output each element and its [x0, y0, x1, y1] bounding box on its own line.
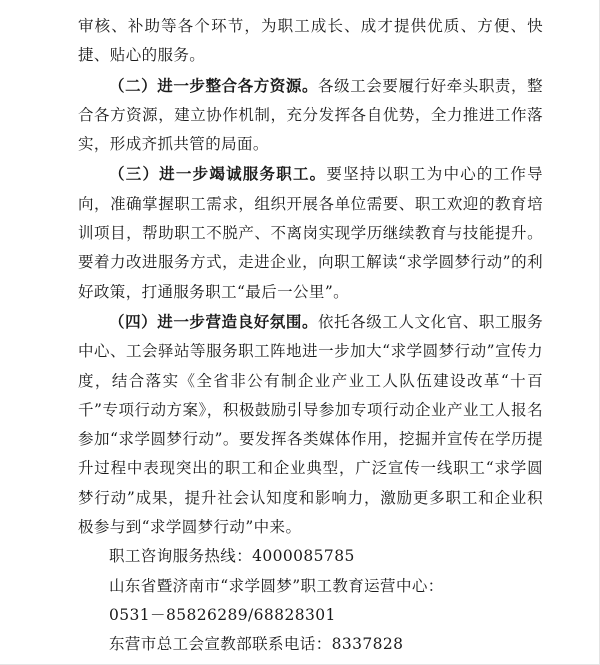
paragraph-continuation: 审核、补助等各个环节，为职工成长、成才提供优质、方便、快捷、贴心的服务。	[78, 17, 543, 65]
contact-info	[78, 542, 543, 659]
paragraph-serve-workers	[78, 159, 543, 306]
paragraph-integrate-resources	[78, 71, 543, 160]
section-heading-3: （三）进一步竭诚服务职工。	[109, 164, 327, 184]
section-heading-2: （二）进一步整合各方资源。	[109, 75, 319, 95]
operation-center-phone: 0531－85826289/68828301	[109, 605, 336, 624]
hotline-line: 职工咨询服务热线：4000085785	[109, 547, 355, 566]
paragraph-create-atmosphere	[78, 307, 543, 542]
section-body-2: 各级工会要履行好牵头职责，整合各方资源，建立协作机制，充分发挥各自优势，全力推进工作落实，形成齐抓共管的局面。	[78, 76, 543, 154]
operation-center-line: 山东省暨济南市“求学圆梦”职工教育运营中心：	[109, 576, 444, 595]
section-body-4: 依托各级工人文化官、职工服务中心、工会驿站等服务职工阵地进一步加大“求学圆梦行动”宣传力度，结合落实《全省非公有制企业产业工人队伍建设改革“十百千”专项行动方案》，积极鼓励引导参加专项行动企业产业工人报名参加“求学圆梦行动”。要发挥各类媒体作用，挖掘并宣传在学历提升过程中表现突出的职工和企业典型，广泛宣传一线职工“求学圆梦行动”成果，提升社会认知度和影响力，激励更多职工和企业积极参与到“求学圆梦行动”中来。	[78, 312, 543, 537]
section-body-3: 要坚持以职工为中心的工作导向，准确掌握职工需求，组织开展各单位需要、职工欢迎的教育培训项目，帮助职工不脱产、不离岗实现学历继续教育与技能提升。要着力改进服务方式，走进企业，向职工解读“求学圆梦行动”的利好政策，打通服务职工“最后一公里”。	[78, 165, 544, 301]
section-heading-4: （四）进一步营造良好氛围。	[109, 311, 319, 331]
dongying-contact-line: 东营市总工会宣教部联系电话：8337828	[109, 635, 404, 654]
